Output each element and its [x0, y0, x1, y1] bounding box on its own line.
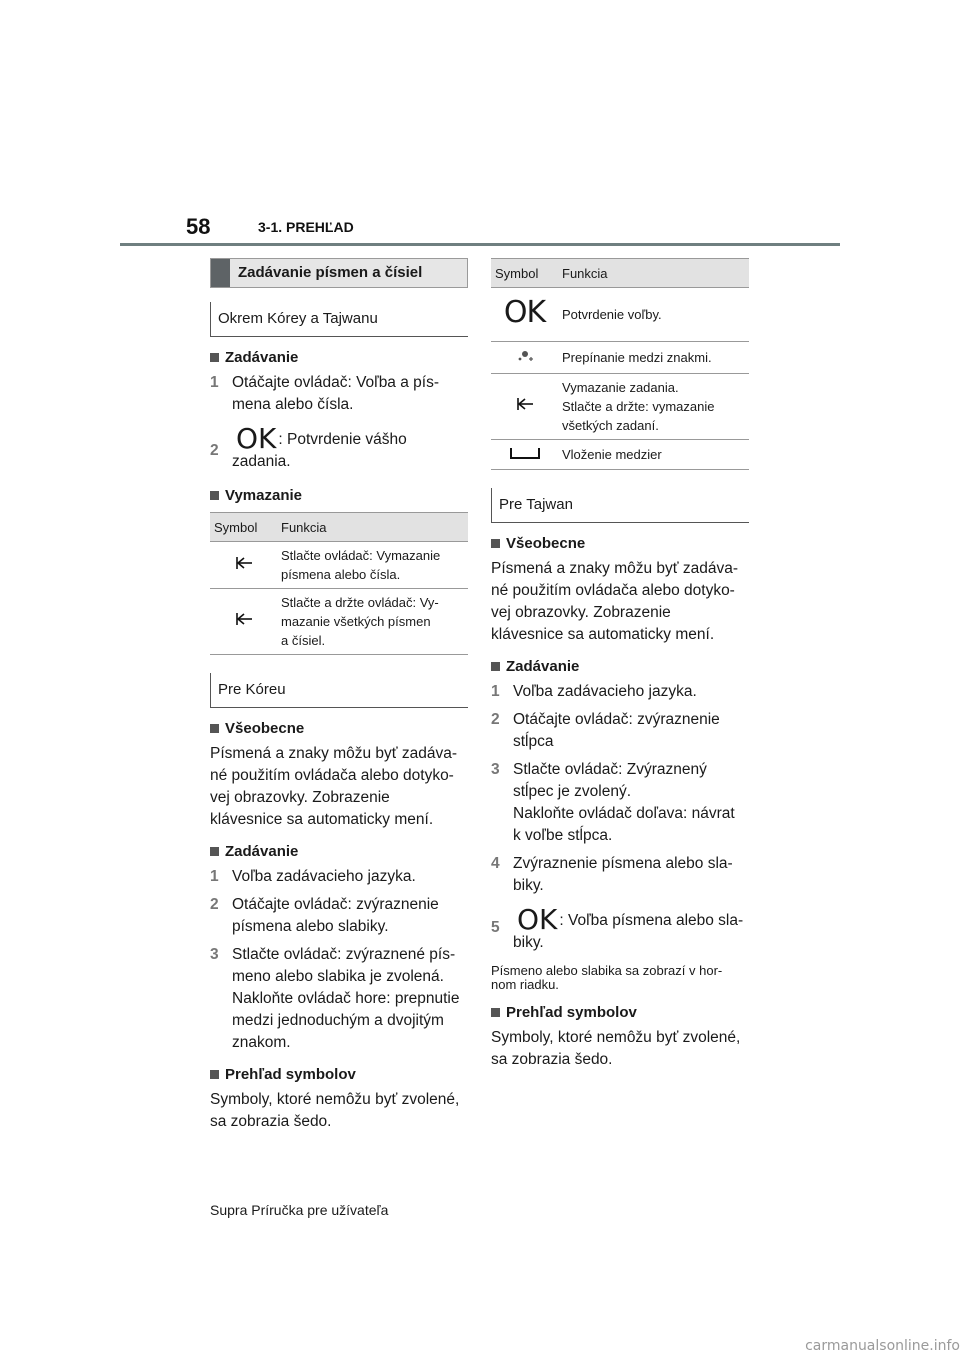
- bullet-square-icon: [491, 662, 500, 671]
- delete-arrow-icon: [210, 542, 277, 589]
- section-title: [210, 258, 468, 288]
- switch-chars-icon: [491, 342, 558, 374]
- subheading-entry: Zadávanie: [210, 349, 468, 366]
- subheading-delete: Vymazanie: [210, 487, 468, 504]
- table-row: Vymazanie zadania. Stlačte a držte: vymazanie všetkých zadaní.: [491, 374, 749, 440]
- step: 2 Otáčajte ovládač: zvýraznenie stĺpca: [491, 711, 720, 750]
- step: 2 Otáčajte ovládač: zvýraznenie písmena alebo slabiky.: [210, 896, 439, 935]
- bullet-square-icon: [491, 539, 500, 548]
- delete-arrow-icon: [491, 374, 558, 440]
- table-row: Prepínanie medzi znakmi.: [491, 342, 749, 374]
- paragraph: Písmená a znaky môžu byť zadáva- né použitím ovládača alebo dotyko- vej obrazovky. Zobrazenie klávesnice sa automaticky mení.: [491, 560, 739, 643]
- table-row: Stlačte a držte ovládač: Vy- mazanie všetkých písmen a čísiel.: [210, 589, 468, 655]
- ok-icon: OK: [503, 294, 546, 330]
- bullet-square-icon: [210, 1070, 219, 1079]
- page-number: 58: [186, 214, 211, 239]
- symbol-table: [491, 258, 749, 470]
- region-heading: Pre Tajwan: [491, 488, 749, 523]
- symbol-table: [210, 512, 468, 655]
- watermark: carmanualsonline.info: [805, 1338, 960, 1354]
- bullet-square-icon: [210, 353, 219, 362]
- header-rule: [120, 243, 840, 246]
- step: 3 Stlačte ovládač: Zvýraznený stĺpec je zvolený. Nakloňte ovládač doľava: návrat k voľbe stĺpca.: [491, 761, 735, 844]
- region-heading: Pre Kóreu: [210, 673, 468, 708]
- bullet-square-icon: [210, 724, 219, 733]
- table-header: Symbol: [210, 513, 277, 542]
- paragraph: Písmená a znaky môžu byť zadáva- né použitím ovládača alebo dotyko- vej obrazovky. Zobrazenie klávesnice sa automaticky mení.: [210, 745, 458, 828]
- subheading-general: Všeobecne: [210, 720, 468, 737]
- section-tab: [211, 259, 230, 287]
- bullet-square-icon: [491, 1008, 500, 1017]
- bullet-square-icon: [210, 491, 219, 500]
- table-row: Vloženie medzier: [491, 440, 749, 470]
- paragraph: Symboly, ktoré nemôžu byť zvolené, sa zobrazia šedo.: [491, 1029, 741, 1068]
- table-header: Funkcia: [277, 513, 468, 542]
- right-column: [491, 258, 749, 1071]
- step: 5 OK : Voľba písmena alebo sla- biky.: [491, 903, 744, 951]
- section-title-text: Zadávanie písmen a čísiel: [238, 264, 423, 281]
- step: 1 Voľba zadávacieho jazyka.: [210, 868, 416, 885]
- table-header: Funkcia: [558, 259, 749, 288]
- space-icon: [491, 440, 558, 470]
- subheading-entry: Zadávanie: [491, 658, 749, 675]
- step: 3 Stlačte ovládač: zvýraznené pís- meno alebo slabika je zvolená. Nakloňte ovládač hore: prepnutie medzi jednoduchým a dvojitým znakom.: [210, 946, 460, 1051]
- ok-icon: OK: [517, 903, 558, 936]
- table-row: OK Potvrdenie voľby.: [491, 288, 749, 342]
- subheading-general: Všeobecne: [491, 535, 749, 552]
- step: 1 Otáčajte ovládač: Voľba a pís- mena alebo čísla.: [210, 374, 440, 413]
- subheading-overview: Prehľad symbolov: [210, 1066, 468, 1083]
- subheading-entry: Zadávanie: [210, 843, 468, 860]
- bullet-square-icon: [210, 847, 219, 856]
- left-column: [210, 258, 468, 1133]
- ok-icon: OK: [236, 422, 277, 455]
- step: 2 OK : Potvrdenie vášho zadania.: [210, 422, 407, 470]
- chapter-title: 3-1. PREHĽAD: [258, 219, 354, 235]
- region-heading: Okrem Kórey a Tajwanu: [210, 302, 468, 337]
- delete-arrow-icon: [210, 589, 277, 655]
- subheading-overview: Prehľad symbolov: [491, 1004, 749, 1021]
- step: 1 Voľba zadávacieho jazyka.: [491, 683, 697, 700]
- footer-text: Supra Príručka pre užívateľa: [210, 1202, 389, 1218]
- table-header: Symbol: [491, 259, 558, 288]
- note: Písmeno alebo slabika sa zobrazí v hor- nom riadku.: [491, 963, 723, 992]
- step: 4 Zvýraznenie písmena alebo sla- biky.: [491, 855, 733, 894]
- paragraph: Symboly, ktoré nemôžu byť zvolené, sa zobrazia šedo.: [210, 1091, 460, 1130]
- table-row: Stlačte ovládač: Vymazanie písmena alebo čísla.: [210, 542, 468, 589]
